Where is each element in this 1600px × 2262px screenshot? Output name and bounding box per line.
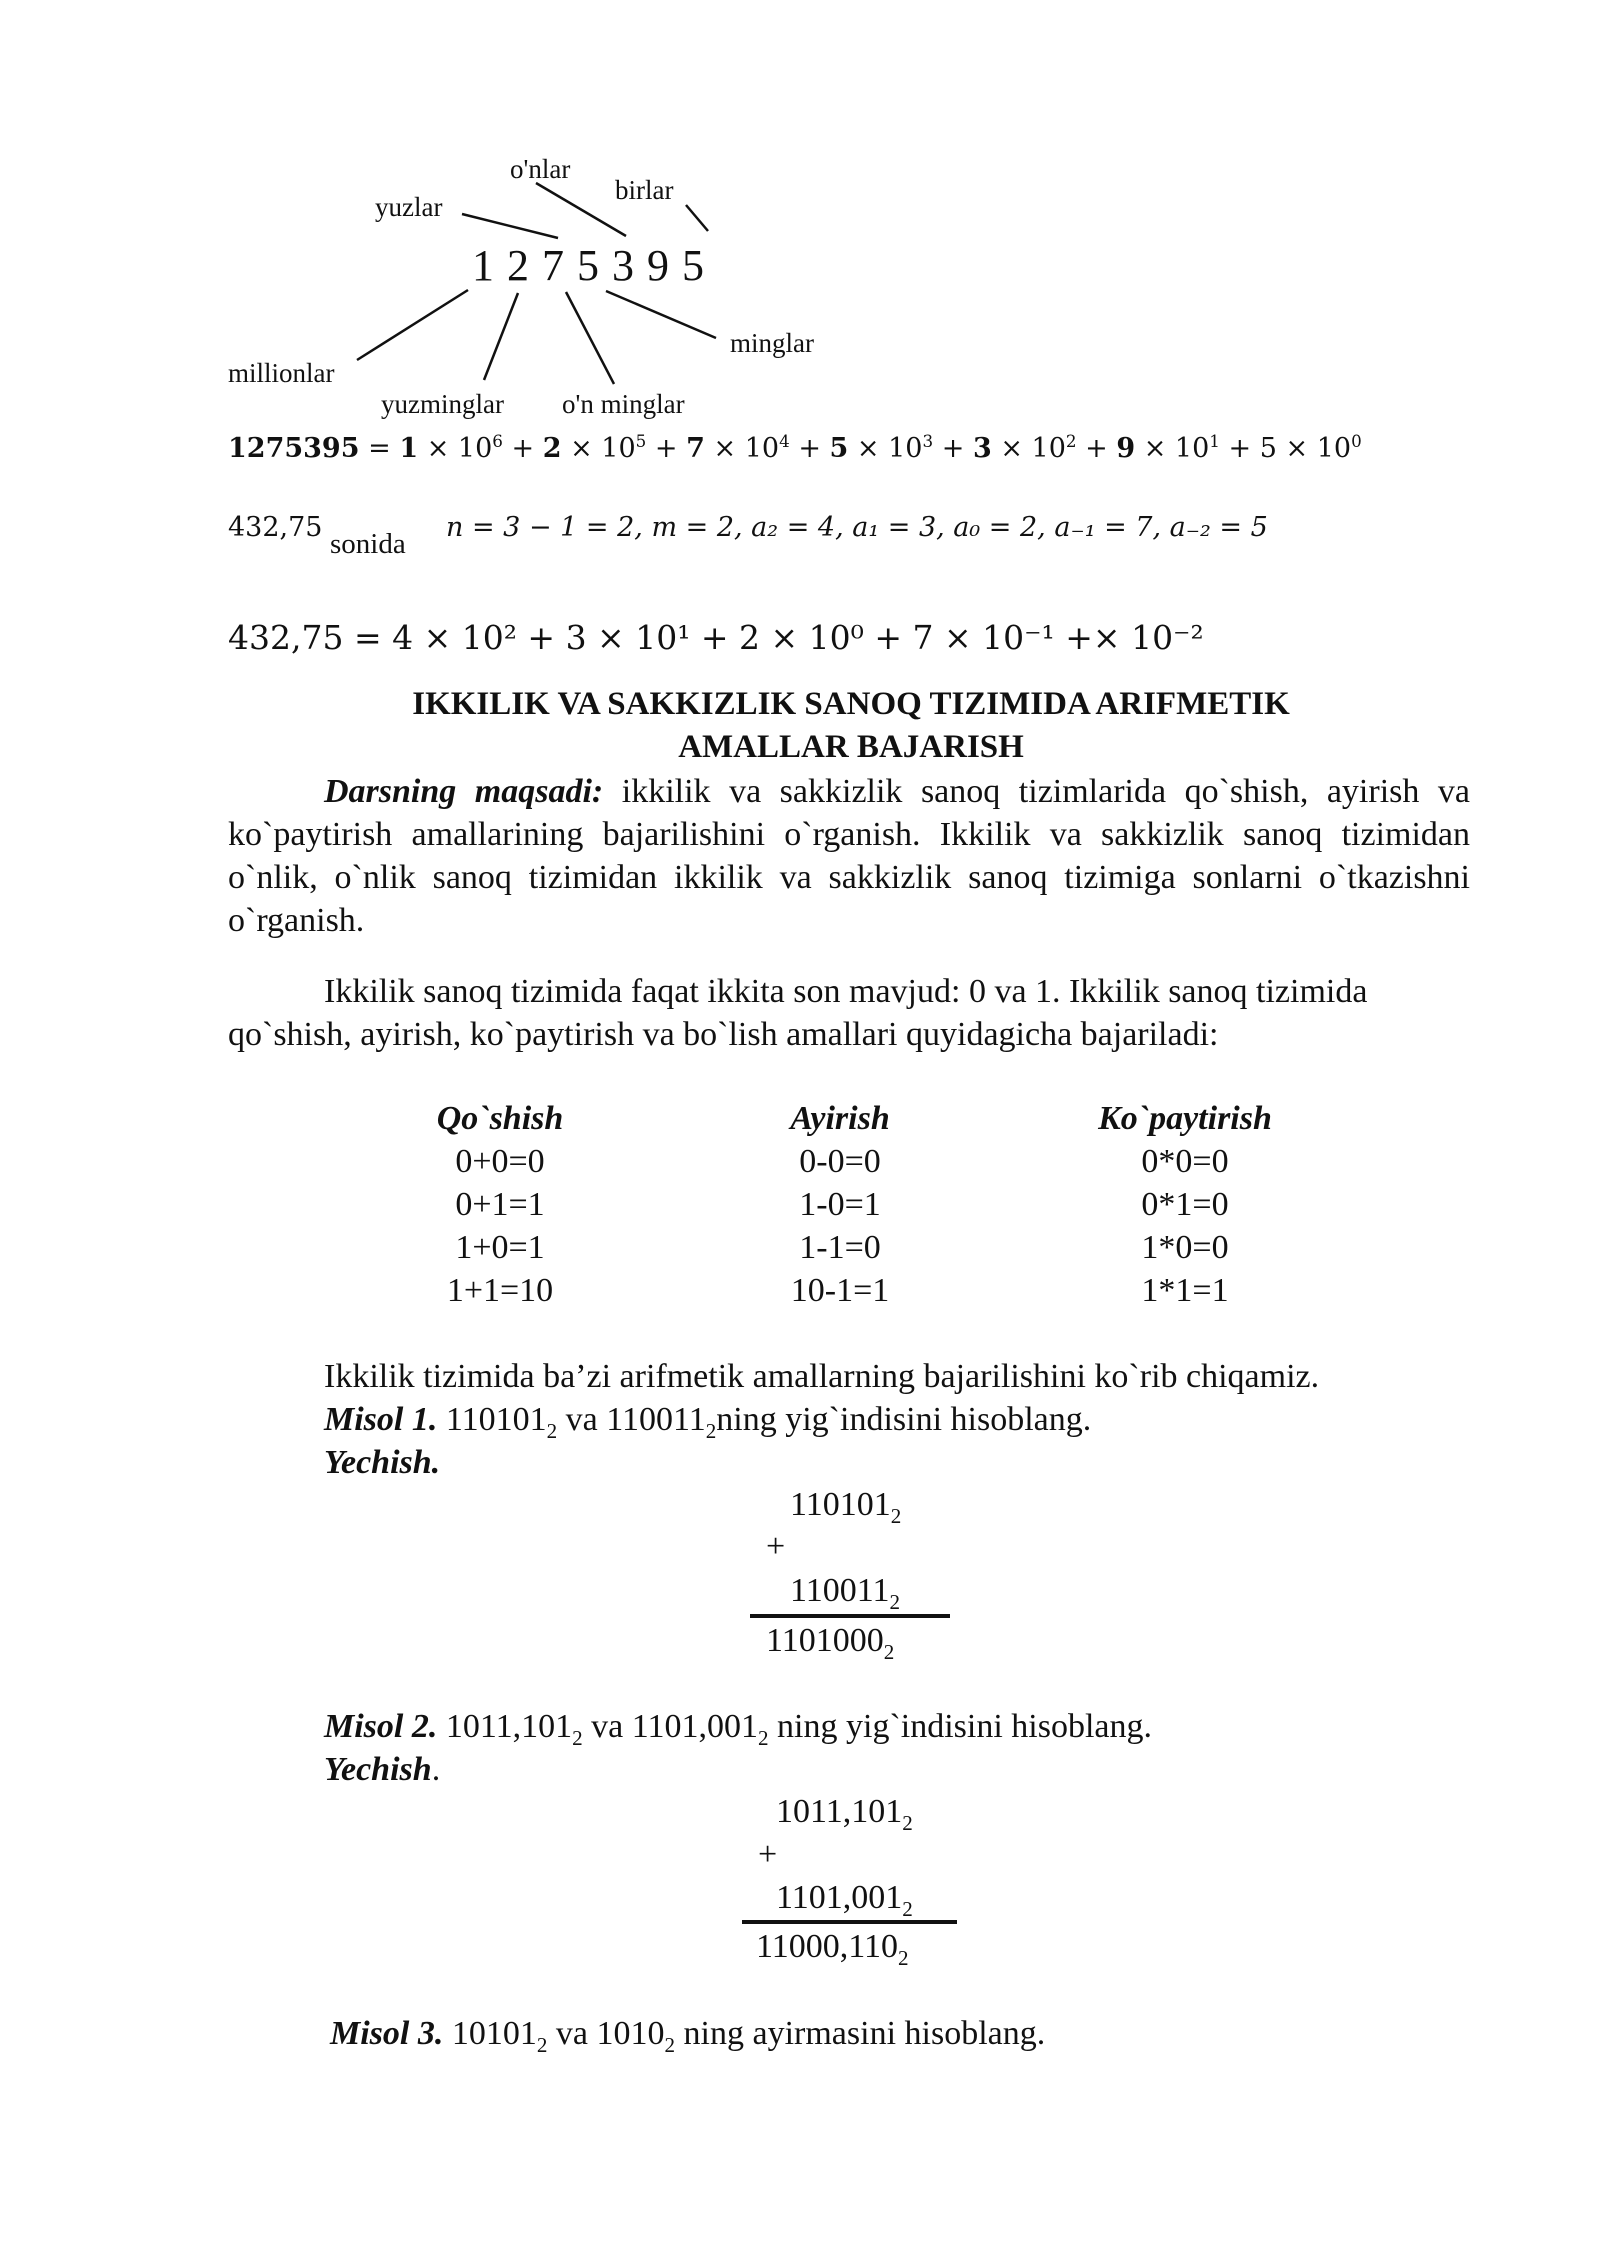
- misol2-label: Misol 2.: [324, 1708, 438, 1745]
- section-title-line1: IKKILIK VA SAKKIZLIK SANOQ TIZIMIDA ARIFMETIK: [412, 686, 1290, 722]
- minglar-line: [606, 291, 716, 338]
- label-yuzlar: yuzlar: [375, 192, 443, 222]
- ops-header-subtraction: Ayirish: [790, 1100, 890, 1137]
- intro-paragraph: Ikkilik sanoq tizimida faqat ikkita son mavjud: 0 va 1. Ikkilik sanoq tizimida qo`shish, ayirish, ko`paytirish va bo`lish amallari quyidagicha bajariladi:: [228, 973, 1368, 1053]
- millionlar-line: [357, 290, 468, 360]
- ops-col-addition: [390, 1097, 610, 1312]
- label-yuzminglar: yuzminglar: [381, 389, 504, 419]
- misol3-label: Misol 3.: [330, 2015, 444, 2052]
- ops-row: 1*1=1: [1141, 1272, 1229, 1309]
- ops-row: 0*0=0: [1141, 1143, 1229, 1180]
- misol1-plus: +: [766, 1528, 786, 1565]
- ops-row: 1-0=1: [799, 1186, 881, 1223]
- ops-row: 0+1=1: [455, 1186, 545, 1223]
- misol2-plus: +: [758, 1836, 778, 1873]
- misol1-solution-label: Yechish.: [324, 1444, 441, 1481]
- ops-row: 0*1=0: [1141, 1186, 1229, 1223]
- ops-row: 1*0=0: [1141, 1229, 1229, 1266]
- goal-label: Darsning maqsadi:: [324, 773, 604, 810]
- misol1-label: Misol 1.: [324, 1401, 438, 1438]
- yuzlar-line: [462, 214, 558, 238]
- diagram-number: 1 2 7 5 3 9 5: [472, 241, 705, 290]
- misol1-term-a: $110101_2$: [790, 1486, 902, 1528]
- onminglar-line: [566, 292, 614, 384]
- goal-text: ikkilik va sakkizlik sanoq tizimlarida qo`shish, ayirish va ko`paytirish amallarining bajarilishini o`rganish. Ikkilik va sakkizlik sanoq tizimidan o`nlik, o`nlik sanoq tizimidan ikkilik va sakkizlik sanoq tizimiga sonlarni o`tkazishni o`rganish.: [228, 773, 1470, 939]
- label-millionlar: millionlar: [228, 358, 335, 388]
- ops-col-multiplication: [1065, 1097, 1305, 1312]
- section-title-line2: AMALLAR BAJARISH: [678, 729, 1024, 765]
- ops-row: 10-1=1: [790, 1272, 890, 1309]
- misol1-statement: Misol 1. $110101_2$ va $110011_2ning$ yig`indisini hisoblang.: [324, 1401, 1092, 1443]
- onlar-line: [536, 183, 626, 236]
- label-onlar: o'nlar: [510, 154, 571, 184]
- misol2-term-b: $1101,001_2$: [776, 1879, 913, 1921]
- birlar-line: [686, 205, 708, 231]
- misol1-sum-line: [750, 1614, 950, 1618]
- ops-row: 1-1=0: [799, 1229, 881, 1266]
- misol2-statement: Misol 2. $1011,101_2$ va $1101,001_2$ ning yig`indisini hisoblang.: [324, 1708, 1152, 1750]
- ops-row: 0+0=0: [455, 1143, 545, 1180]
- example-word: sonida: [330, 528, 406, 560]
- example-params: n = 3 − 1 = 2, m = 2, a₂ = 4, a₁ = 3, a₀ = 2, a₋₁ = 7, a₋₂ = 5: [446, 512, 1268, 543]
- label-birlar: birlar: [615, 175, 674, 205]
- diagram-lines: [0, 0, 900, 440]
- label-minglar: minglar: [730, 328, 814, 358]
- ops-col-subtraction: [730, 1097, 950, 1312]
- yuzminglar-line: [484, 293, 518, 380]
- example-number: 432,75: [228, 512, 323, 543]
- ops-row: 0-0=0: [799, 1143, 881, 1180]
- misol2-term-a: $1011,101_2$: [776, 1793, 913, 1835]
- expansion-1275395: $1275395 = 1 \times 10^6 + 2 \times 10^5 + 7 \times 10^4 + 5 \times 10^3 + 3 \times 10^2 + 9 \times 10^1 + 5 \times 10^0$: [228, 431, 1362, 464]
- ops-header-addition: Qo`shish: [436, 1100, 564, 1137]
- ops-header-multiplication: Ko`paytirish: [1098, 1100, 1272, 1137]
- ops-row: 1+1=10: [446, 1272, 554, 1309]
- ops-row: 1+0=1: [455, 1229, 545, 1266]
- expansion-lhs: 1275395: [228, 433, 360, 464]
- example-expansion: 432,75 = 4 × 10² + 3 × 10¹ + 2 × 10⁰ + 7 × 10⁻¹ +× 10⁻²: [228, 618, 1204, 657]
- lead-sentence: Ikkilik tizimida ba’zi arifmetik amallarning bajarilishini ko`rib chiqamiz.: [324, 1358, 1320, 1395]
- goal-paragraph: [228, 770, 1470, 942]
- misol1-term-b: $110011_2$: [790, 1572, 901, 1614]
- label-onminglar: o'n minglar: [562, 389, 685, 419]
- misol2-sum-line: [742, 1920, 957, 1924]
- misol2-sum: $11000,110_2$: [756, 1928, 909, 1970]
- misol2-solution-label: Yechish.: [324, 1751, 441, 1788]
- misol3-statement: Misol 3. $10101_2$ va $1010_2$ ning ayirmasini hisoblang.: [330, 2015, 1046, 2057]
- misol1-sum: $1101000_2$: [766, 1622, 895, 1664]
